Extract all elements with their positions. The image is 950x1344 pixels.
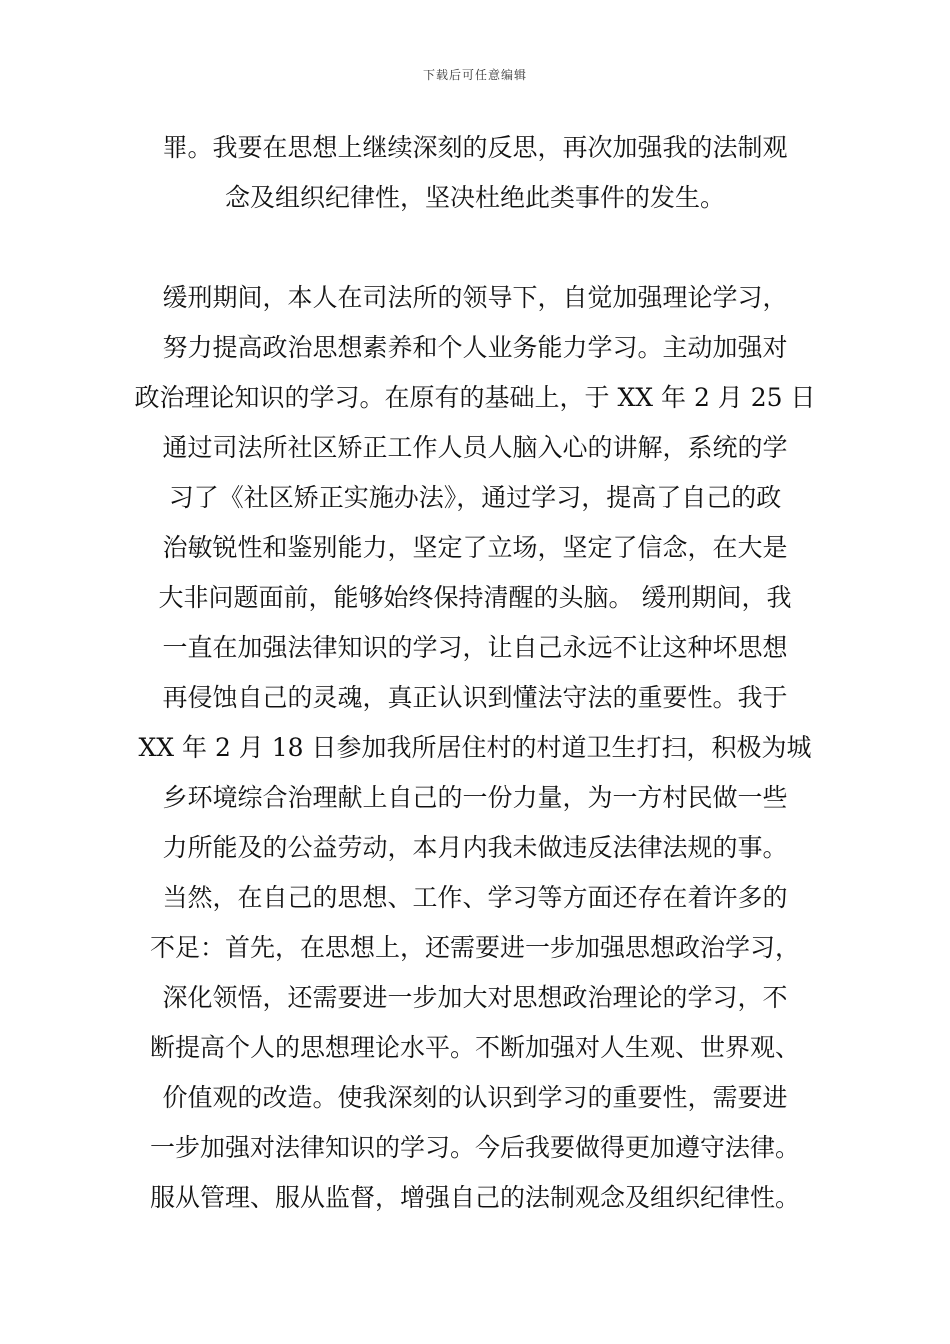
text-line-3: 缓刑期间，本人在司法所的领导下，自觉加强理论学习，	[162, 283, 788, 312]
text-line-2: 念及组织纪律性，坚决杜绝此类事件的发生。	[224, 183, 725, 212]
text-line-14: 力所能及的公益劳动，本月内我未做违反法律法规的事。	[162, 833, 788, 862]
text-line-18: 断提高个人的思想理论水平。不断加强对人生观、世界观、	[149, 1033, 800, 1062]
text-line-16: 不足：首先，在思想上，还需要进一步加强思想政治学习，	[149, 933, 800, 962]
text-line-13: 乡环境综合治理献上自己的一份力量，为一方村民做一些	[162, 783, 788, 812]
text-line-20: 一步加强对法律知识的学习。今后我要做得更加遵守法律。	[149, 1133, 800, 1162]
text-line-10: 一直在加强法律知识的学习，让自己永远不让这种坏思想	[162, 633, 788, 662]
text-line-1: 罪。我要在思想上继续深刻的反思，再次加强我的法制观	[162, 133, 788, 162]
text-line-11: 再侵蚀自己的灵魂，真正认识到懂法守法的重要性。我于	[162, 683, 788, 712]
text-line-12: XX 年 2 月 18 日参加我所居住村的村道卫生打扫，积极为城	[138, 733, 812, 762]
text-line-15: 当然，在自己的思想、工作、学习等方面还存在着许多的	[162, 883, 788, 912]
text-line-5: 政治理论知识的学习。在原有的基础上，于 XX 年 2 月 25 日	[134, 383, 816, 412]
text-line-6: 通过司法所社区矫正工作人员人脑入心的讲解，系统的学	[162, 433, 788, 462]
text-line-7: 习了《社区矫正实施办法》，通过学习，提高了自己的政	[168, 483, 782, 512]
text-line-9: 大非问题面前，能够始终保持清醒的头脑。 缓刑期间，我	[158, 583, 792, 612]
text-line-21: 服从管理、服从监督，增强自己的法制观念及组织纪律性。	[149, 1183, 800, 1212]
header-note: 下载后可任意编辑	[422, 68, 527, 82]
text-line-17: 深化领悟，还需要进一步加大对思想政治理论的学习，不	[162, 983, 788, 1012]
text-line-19: 价值观的改造。使我深刻的认识到学习的重要性，需要进	[162, 1083, 788, 1112]
text-line-8: 治敏锐性和鉴别能力，坚定了立场，坚定了信念，在大是	[162, 533, 788, 562]
text-line-4: 努力提高政治思想素养和个人业务能力学习。主动加强对	[162, 333, 788, 362]
